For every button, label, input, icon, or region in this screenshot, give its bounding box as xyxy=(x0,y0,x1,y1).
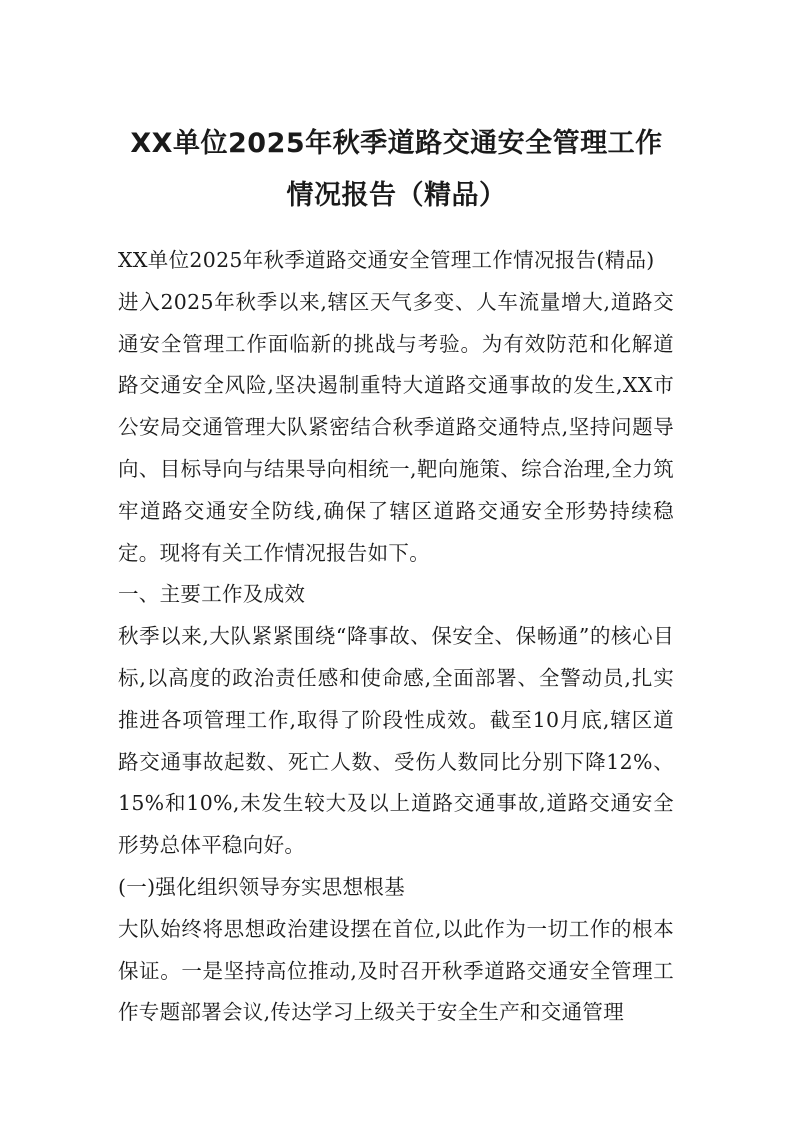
subsection-1-paragraph: 大队始终将思想政治建设摆在首位,以此作为一切工作的根本保证。一是坚持高位推动,及时召开秋季道路交通安全管理工作专题部署会议,传达学习上级关于安全生产和交通管理 xyxy=(118,916,674,1025)
section-1-heading: 一、主要工作及成效 xyxy=(118,582,306,607)
title-line-1: XX单位2025年秋季道路交通安全管理工作 xyxy=(130,128,663,159)
intro-paragraph: 进入2025年秋季以来,辖区天气多变、人车流量增大,道路交通安全管理工作面临新的挑战与考验。为有效防范和化解道路交通安全风险,坚决遏制重特大道路交通事故的发生,XX市公安局交通管理大队紧密结合秋季道路交通特点,坚持问题导向、目标导向与结果导向相统一,靶向施策、综合治理,全力筑牢道路交通安全防线,确保了辖区道路交通安全形势持续稳定。现将有关工作情况报告如下。 xyxy=(118,289,674,565)
intro-title-line: XX单位2025年秋季道路交通安全管理工作情况报告(精品) xyxy=(118,248,655,272)
document-body xyxy=(118,240,674,1034)
section-1-paragraph: 秋季以来,大队紧紧围绕“降事故、保安全、保畅通”的核心目标,以高度的政治责任感和使命感,全面部署、全警动员,扎实推进各项管理工作,取得了阶段性成效。截至10月底,辖区道路交通事故起数、死亡人数、受伤人数同比分别下降12%、15%和10%,未发生较大及以上道路交通事故,道路交通安全形势总体平稳向好。 xyxy=(118,624,674,858)
subsection-1-heading: (一)强化组织领导夯实思想根基 xyxy=(118,874,405,899)
document-title xyxy=(100,118,693,222)
title-line-2: 情况报告（精品） xyxy=(286,180,507,211)
